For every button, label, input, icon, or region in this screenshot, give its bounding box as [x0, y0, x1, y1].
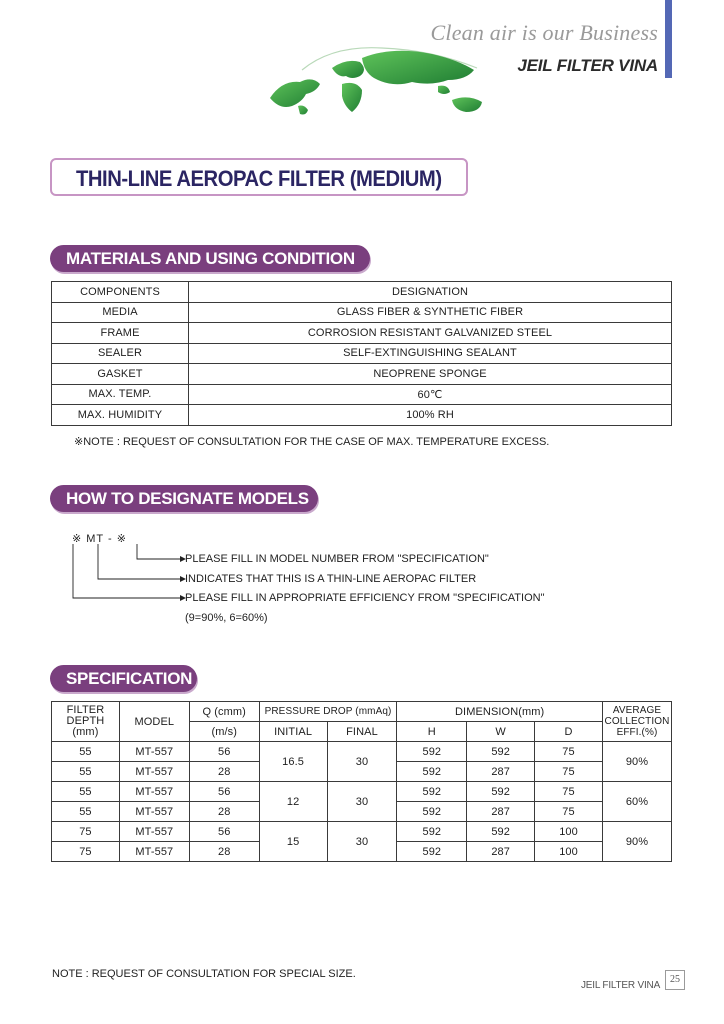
table-row [52, 384, 672, 405]
w-cell: 592 [467, 742, 535, 762]
model-cell: MT-557 [119, 802, 189, 822]
d-cell: 75 [535, 782, 603, 802]
designation-cell: GLASS FIBER & SYNTHETIC FIBER [189, 302, 672, 323]
q-cell: 56 [189, 782, 259, 802]
initial-cell: 15 [259, 822, 327, 862]
designation-cell: NEOPRENE SPONGE [189, 364, 672, 385]
page-title: THIN-LINE AEROPAC FILTER (MEDIUM) [76, 166, 442, 191]
header-effi-label: EFFI.(%) [616, 727, 658, 738]
header-company-name: JEIL FILTER VINA [517, 56, 658, 75]
d-cell: 75 [535, 802, 603, 822]
section-heading-designate: HOW TO DESIGNATE MODELS [50, 485, 318, 512]
table-row [52, 343, 672, 364]
designation-cell: 100% RH [189, 405, 672, 426]
model-cell: MT-557 [119, 842, 189, 862]
model-cell: MT-557 [119, 742, 189, 762]
footer-company-name: JEIL FILTER VINA [581, 980, 661, 991]
depth-cell: 75 [52, 842, 120, 862]
designation-cell: CORROSION RESISTANT GALVANIZED STEEL [189, 323, 672, 344]
component-cell: GASKET [52, 364, 189, 385]
designation-line-type: INDICATES THAT THIS IS A THIN-LINE AEROPAC FILTER [185, 573, 477, 585]
h-cell: 592 [397, 842, 467, 862]
h-cell: 592 [397, 822, 467, 842]
component-cell: MAX. HUMIDITY [52, 405, 189, 426]
header-mm-label: (mm) [72, 726, 99, 738]
q-cell: 28 [189, 762, 259, 782]
header-dimension: DIMENSION(mm) [397, 702, 603, 722]
d-cell: 75 [535, 742, 603, 762]
initial-cell: 16.5 [259, 742, 327, 782]
header-designation: DESIGNATION [189, 282, 672, 303]
q-cell: 28 [189, 802, 259, 822]
table-row [52, 323, 672, 344]
table-row [52, 405, 672, 426]
final-cell: 30 [327, 782, 397, 822]
initial-cell: 12 [259, 782, 327, 822]
h-cell: 592 [397, 802, 467, 822]
w-cell: 287 [467, 762, 535, 782]
d-cell: 75 [535, 762, 603, 782]
header-q: Q (cmm) [189, 702, 259, 722]
header-final: FINAL [327, 722, 397, 742]
designation-cell: SELF-EXTINGUISHING SEALANT [189, 343, 672, 364]
table-row [52, 742, 672, 762]
header-initial: INITIAL [259, 722, 327, 742]
depth-cell: 55 [52, 762, 120, 782]
depth-cell: 55 [52, 782, 120, 802]
page-number: 25 [665, 970, 685, 990]
component-cell: FRAME [52, 323, 189, 344]
designation-line-model: PLEASE FILL IN MODEL NUMBER FROM "SPECIFICATION" [185, 553, 489, 565]
designation-connector-lines [60, 540, 190, 610]
table-row [52, 302, 672, 323]
effi-cell: 90% [602, 742, 671, 782]
header-filter-label: FILTER [66, 704, 105, 716]
h-cell: 592 [397, 762, 467, 782]
header-model: MODEL [119, 702, 189, 742]
designation-cell: 60℃ [189, 384, 672, 405]
depth-cell: 75 [52, 822, 120, 842]
model-code: ※ MT - ※ [72, 533, 127, 545]
q-cell: 28 [189, 842, 259, 862]
header-components: COMPONENTS [52, 282, 189, 303]
table-row [52, 822, 672, 842]
header-tagline: Clean air is our Business [430, 20, 658, 45]
d-cell: 100 [535, 822, 603, 842]
depth-cell: 55 [52, 802, 120, 822]
w-cell: 592 [467, 782, 535, 802]
section-heading-materials: MATERIALS AND USING CONDITION [50, 245, 370, 272]
header-filter-depth [52, 702, 120, 742]
temperature-note: ※NOTE : REQUEST OF CONSULTATION FOR THE CASE OF MAX. TEMPERATURE EXCESS. [74, 436, 550, 448]
world-map-logo [262, 40, 502, 122]
header-average-collection [602, 702, 671, 742]
q-cell: 56 [189, 822, 259, 842]
special-size-note: NOTE : REQUEST OF CONSULTATION FOR SPECIAL SIZE. [52, 968, 356, 980]
table-header-row [52, 282, 672, 303]
model-cell: MT-557 [119, 822, 189, 842]
final-cell: 30 [327, 822, 397, 862]
table-row [52, 782, 672, 802]
specification-table [51, 701, 672, 862]
effi-cell: 90% [602, 822, 671, 862]
header-depth-label: DEPTH [66, 715, 105, 727]
w-cell: 592 [467, 822, 535, 842]
h-cell: 592 [397, 782, 467, 802]
header-pressure-drop: PRESSURE DROP (mmAq) [259, 702, 397, 722]
designation-line-efficiency-values: (9=90%, 6=60%) [185, 612, 268, 624]
header-w: W [467, 722, 535, 742]
header-accent-bar [665, 0, 672, 78]
component-cell: MAX. TEMP. [52, 384, 189, 405]
component-cell: MEDIA [52, 302, 189, 323]
header-collection-label: COLLECTION [604, 716, 670, 727]
model-cell: MT-557 [119, 782, 189, 802]
effi-cell: 60% [602, 782, 671, 822]
header-d: D [535, 722, 603, 742]
materials-table [51, 281, 672, 426]
header-h: H [397, 722, 467, 742]
section-heading-specification: SPECIFICATION [50, 665, 197, 692]
header-ms: (m/s) [189, 722, 259, 742]
d-cell: 100 [535, 842, 603, 862]
component-cell: SEALER [52, 343, 189, 364]
depth-cell: 55 [52, 742, 120, 762]
table-header-row [52, 702, 672, 722]
designation-line-efficiency: PLEASE FILL IN APPROPRIATE EFFICIENCY FROM "SPECIFICATION" [185, 592, 545, 604]
model-cell: MT-557 [119, 762, 189, 782]
w-cell: 287 [467, 802, 535, 822]
w-cell: 287 [467, 842, 535, 862]
final-cell: 30 [327, 742, 397, 782]
table-row [52, 364, 672, 385]
header-average-label: AVERAGE [612, 705, 662, 716]
h-cell: 592 [397, 742, 467, 762]
q-cell: 56 [189, 742, 259, 762]
